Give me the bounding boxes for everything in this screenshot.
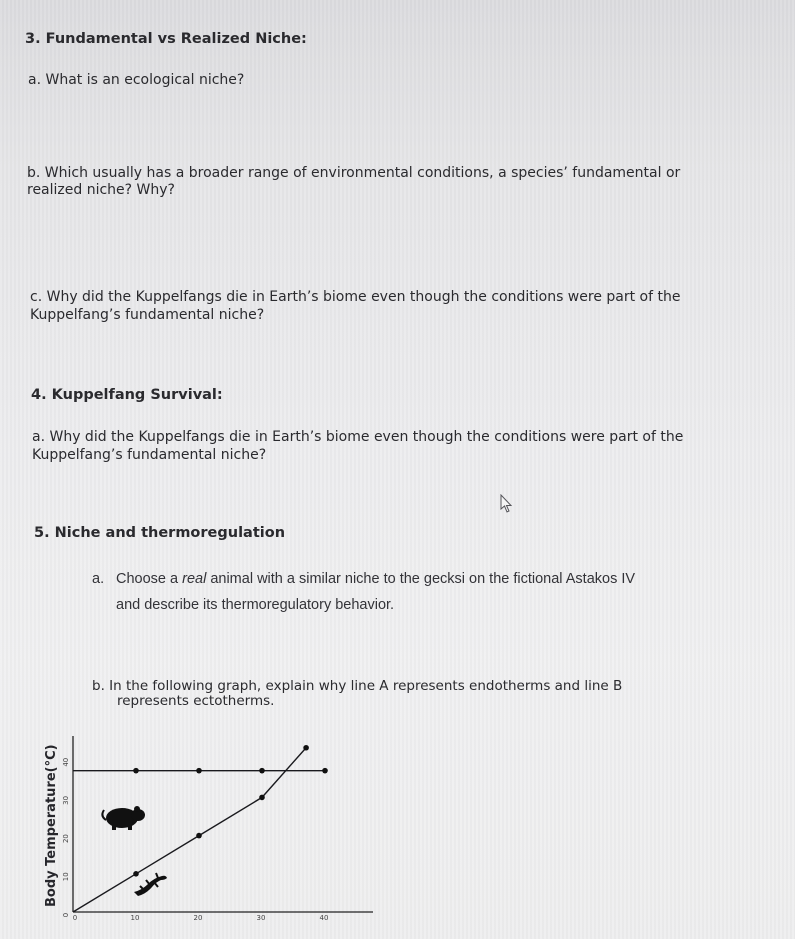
q3b-question-line1: b. Which usually has a broader range of environmental conditions, a species’ fundamental or: [27, 165, 681, 181]
graph-y-tick-0: 0: [62, 912, 70, 918]
graph-x-tick-30: 30: [256, 914, 266, 922]
q5a-text-post: animal with a similar niche to the gecksi on the fictional Astakos IV: [206, 571, 636, 587]
q5b-question-line1: b. In the following graph, explain why line A represents endotherms and line B: [92, 678, 623, 694]
graph-y-axis-label: Body Temperature(°C): [44, 744, 59, 907]
graph-x-tick-10: 10: [130, 914, 140, 922]
q5a-text-em: real: [182, 571, 207, 587]
lizard-icon: [134, 873, 167, 896]
q5a-marker: a.: [92, 571, 105, 587]
line-b: [73, 748, 306, 912]
line-b-point-10: [133, 871, 139, 877]
q5a-text-pre: Choose a: [116, 571, 183, 587]
line-b-point-20: [196, 833, 202, 839]
graph-x-tick-20: 20: [193, 914, 203, 922]
line-a-point-40: [322, 768, 328, 774]
q4a-question-line2: Kuppelfang’s fundamental niche?: [32, 447, 267, 463]
q4-heading: 4. Kuppelfang Survival:: [31, 387, 223, 403]
graph-y-tick-10: 10: [62, 872, 70, 882]
body-temperature-graph: [40, 726, 380, 926]
mouse-pointer-icon: [497, 494, 515, 514]
line-a-point-30: [259, 768, 265, 774]
q5b-question-line2: represents ectotherms.: [117, 693, 275, 709]
mouse-icon: [102, 806, 145, 830]
line-a-point-10: [133, 768, 139, 774]
graph-x-tick-40: 40: [319, 914, 329, 922]
graph-y-tick-40: 40: [62, 757, 70, 767]
graph-x-tick-0: 0: [72, 914, 78, 922]
graph-y-tick-20: 20: [62, 834, 70, 844]
line-b-point-30: [259, 795, 265, 801]
graph-y-tick-30: 30: [62, 795, 70, 805]
q5a-question-line1: [116, 570, 635, 588]
q4a-question-line1: a. Why did the Kuppelfangs die in Earth’s biome even though the conditions were part of the: [32, 429, 684, 445]
q3b-question-line2: realized niche? Why?: [27, 182, 175, 198]
q3c-question-line1: c. Why did the Kuppelfangs die in Earth’s biome even though the conditions were part of the: [30, 289, 681, 305]
q5a-question-line2: and describe its thermoregulatory behavior.: [116, 597, 395, 613]
q3-heading: 3. Fundamental vs Realized Niche:: [25, 31, 307, 47]
q3a-question: a. What is an ecological niche?: [28, 72, 245, 88]
line-a-point-20: [196, 768, 202, 774]
q5-heading: 5. Niche and thermoregulation: [34, 525, 286, 541]
line-b-point-37: [303, 745, 309, 751]
q3c-question-line2: Kuppelfang’s fundamental niche?: [30, 307, 265, 323]
